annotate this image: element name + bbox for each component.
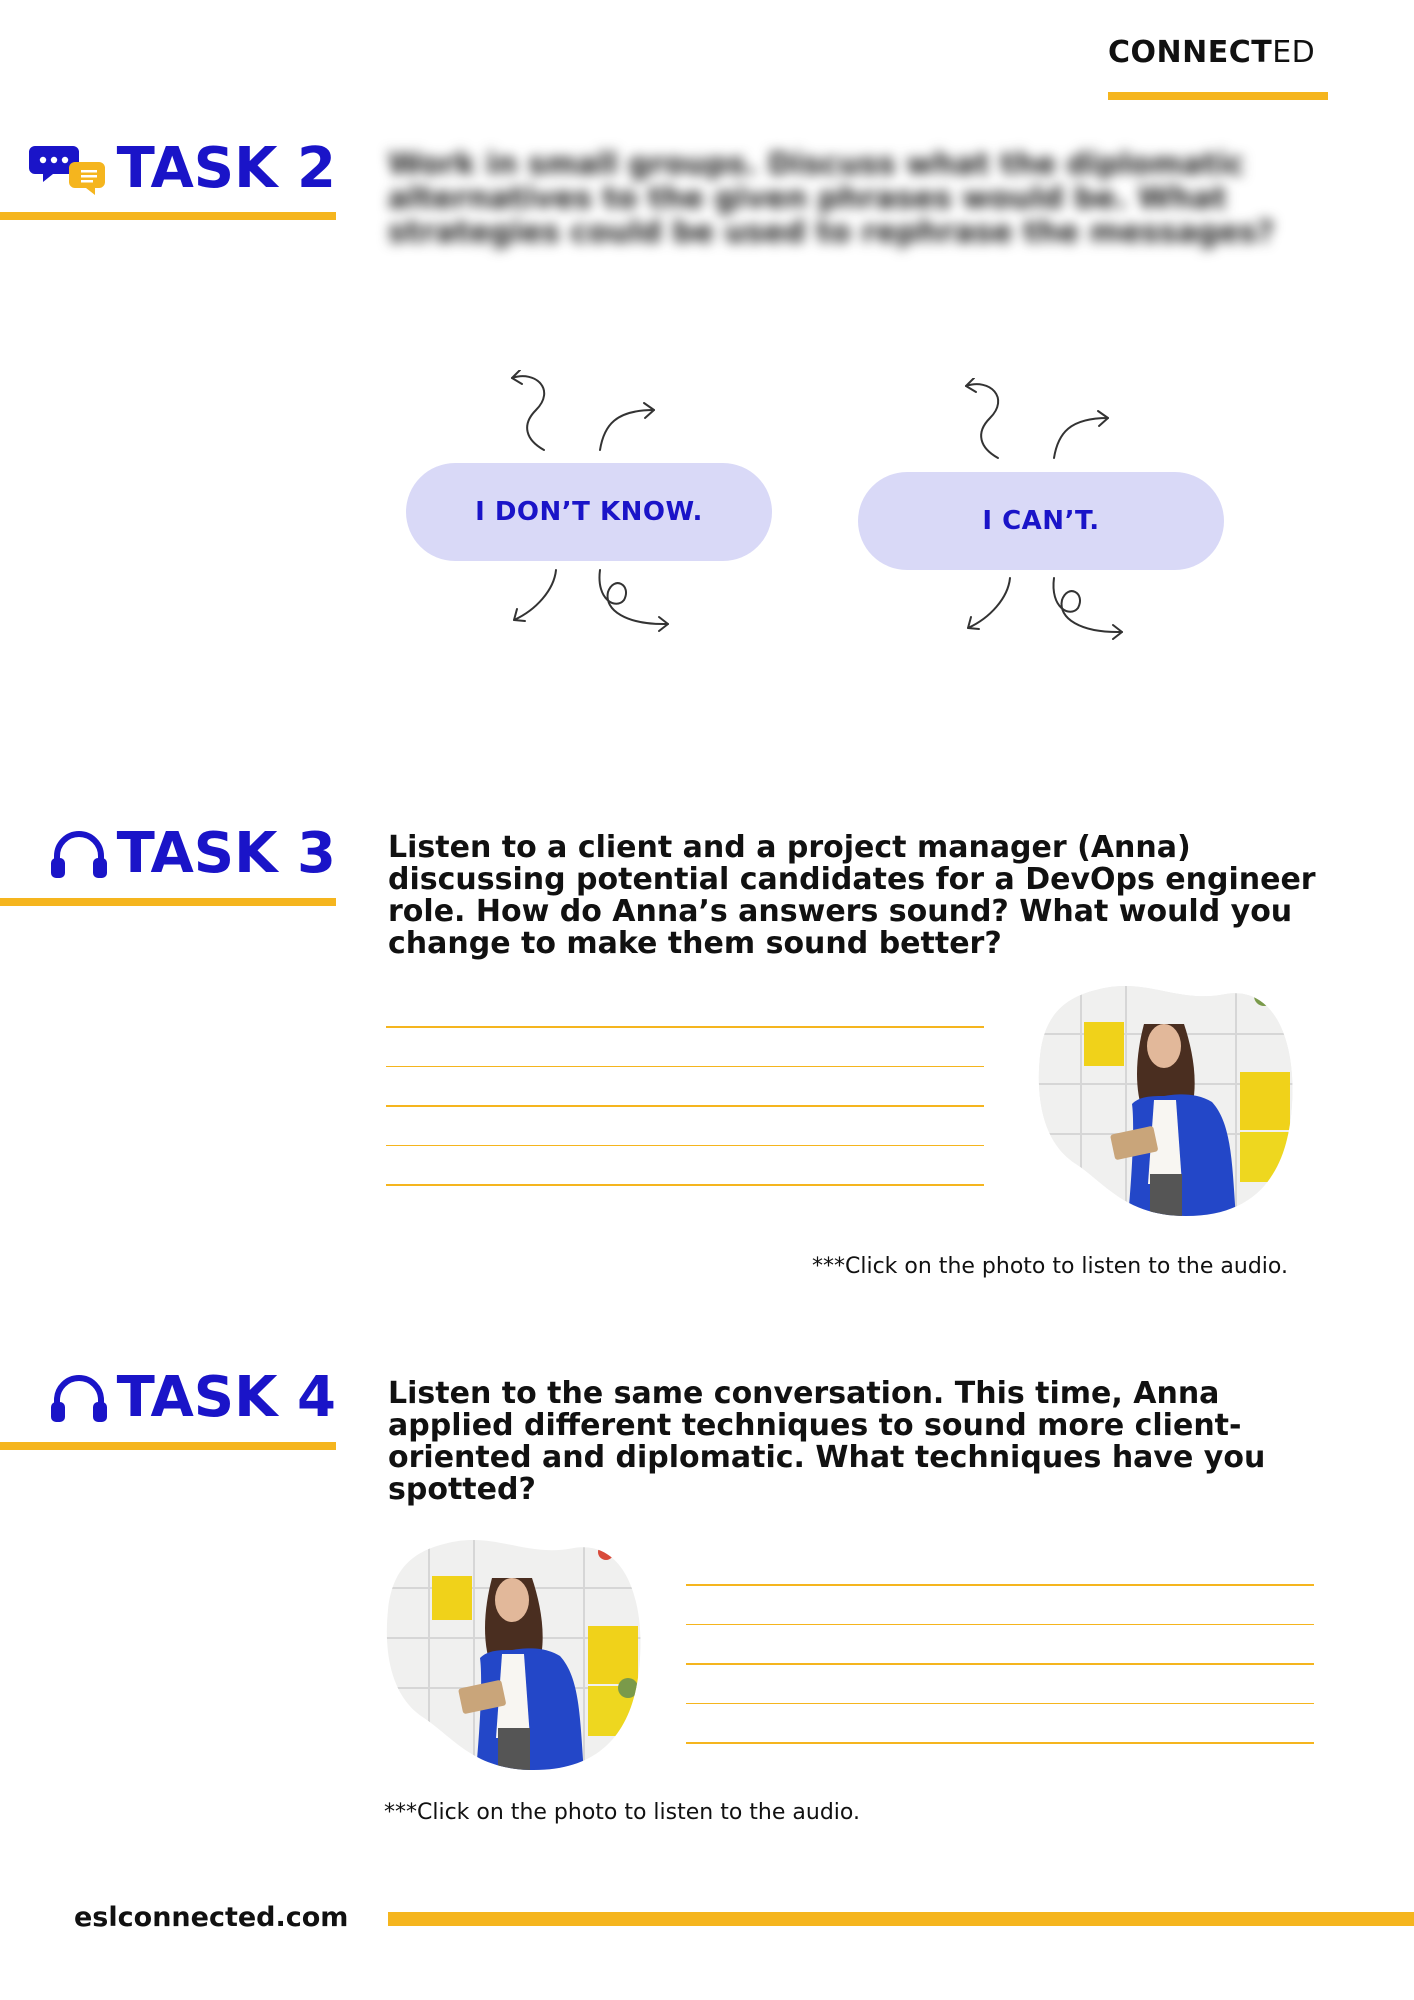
brand-underline — [1108, 92, 1328, 100]
task2-underline — [0, 212, 336, 220]
headphones-icon — [49, 828, 109, 880]
task4-underline — [0, 1442, 336, 1450]
task4-title: TASK 4 — [116, 1365, 336, 1430]
task3-answer-lines[interactable] — [386, 1026, 984, 1224]
brand-logo — [1108, 35, 1315, 70]
task3-instruction: Listen to a client and a project manager (Anna) discussing potential candidates for a DevOps engineer role. How do Anna’s answers sound? What would you change to make them sound better? — [388, 830, 1316, 961]
answer-line[interactable] — [686, 1703, 1314, 1705]
answer-line[interactable] — [686, 1663, 1314, 1665]
phrase-pill-2: I CAN’T. — [858, 472, 1224, 570]
answer-line[interactable] — [686, 1584, 1314, 1586]
chat-bubbles-icon — [29, 140, 109, 198]
answer-line[interactable] — [386, 1066, 984, 1068]
answer-line[interactable] — [686, 1742, 1314, 1744]
answer-line[interactable] — [386, 1145, 984, 1147]
task4-instruction: Listen to the same conversation. This time, Anna applied different techniques to sound more client-oriented and diplomatic. What techniques have you spotted? — [388, 1376, 1266, 1507]
task2-title: TASK 2 — [116, 136, 336, 201]
brand-bold: CONNECT — [1108, 35, 1273, 70]
task3-audio-photo[interactable] — [1036, 984, 1294, 1218]
task4-header — [0, 1365, 336, 1450]
task4-note: ***Click on the photo to listen to the audio. — [384, 1800, 860, 1825]
task2-header — [0, 136, 336, 220]
headphones-icon — [49, 1372, 109, 1424]
task3-note: ***Click on the photo to listen to the audio. — [812, 1254, 1288, 1279]
phrase-pill-1: I DON’T KNOW. — [406, 463, 772, 561]
brand-light: ED — [1272, 35, 1316, 70]
answer-line[interactable] — [686, 1624, 1314, 1626]
task3-underline — [0, 898, 336, 906]
task4-audio-photo[interactable] — [384, 1538, 642, 1772]
answer-line[interactable] — [386, 1026, 984, 1028]
task4-answer-lines[interactable] — [686, 1584, 1314, 1782]
footer-url[interactable]: eslconnected.com — [74, 1902, 349, 1933]
task2-instruction: Work in small groups. Discuss what the diplomatic alternatives to the given phrases would be. What strategies could be used to rephrase the messages? — [388, 147, 1275, 250]
answer-line[interactable] — [386, 1105, 984, 1107]
task3-title: TASK 3 — [116, 821, 336, 886]
task3-header — [0, 821, 336, 906]
answer-line[interactable] — [386, 1184, 984, 1186]
footer-bar — [388, 1912, 1414, 1926]
